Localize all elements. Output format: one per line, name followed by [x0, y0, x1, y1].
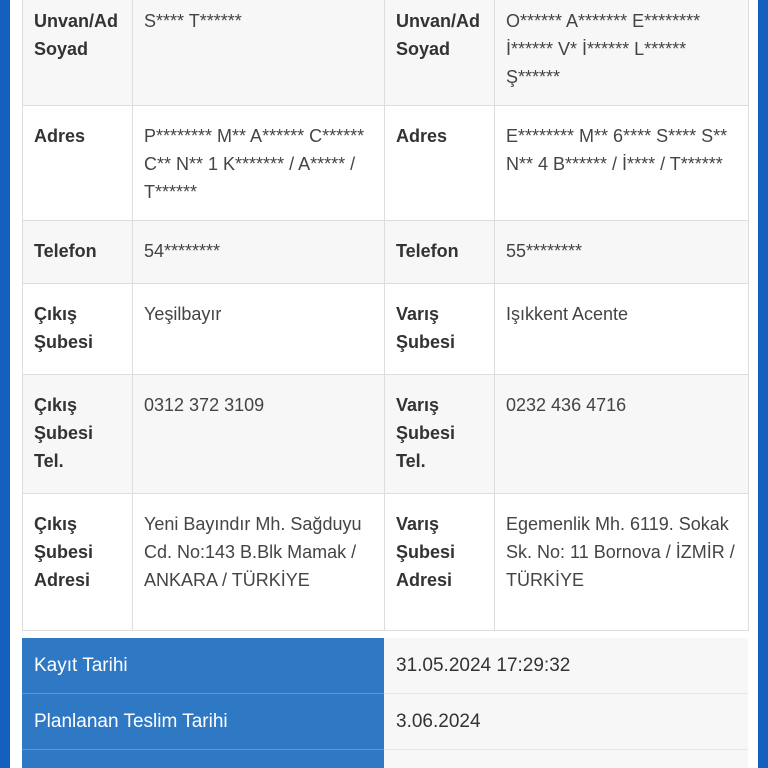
- arrival-branch-label: Varış Şubesi: [385, 284, 495, 375]
- table-row: [23, 494, 749, 631]
- receiver-address-value: E******** M** 6**** S**** S** N** 4 B****** / İ**** / T******: [495, 106, 749, 221]
- sender-name-label: Unvan/Ad Soyad: [23, 0, 133, 106]
- sender-address-value: P******** M** A****** C****** C** N** 1 K******* / A***** / T******: [133, 106, 385, 221]
- table-row: [22, 750, 748, 768]
- departure-branch-address-label: Çıkış Şubesi Adresi: [23, 494, 133, 631]
- table-row: [23, 0, 749, 106]
- table-row: [23, 284, 749, 375]
- table-row: [23, 221, 749, 284]
- departure-branch-address-value: Yeni Bayındır Mh. Sağduyu Cd. No:143 B.Blk Mamak / ANKARA / TÜRKİYE: [133, 494, 385, 631]
- sender-phone-label: Telefon: [23, 221, 133, 284]
- sender-name-value: S**** T******: [133, 0, 385, 106]
- departure-branch-value: Yeşilbayır: [133, 284, 385, 375]
- dates-table: [22, 638, 748, 768]
- sender-address-label: Adres: [23, 106, 133, 221]
- receiver-address-label: Adres: [385, 106, 495, 221]
- receiver-name-value: O****** A******* E******** İ****** V* İ****** L****** Ş******: [495, 0, 749, 106]
- arrival-branch-address-label: Varış Şubesi Adresi: [385, 494, 495, 631]
- planned-delivery-date-value: 3.06.2024: [384, 694, 748, 750]
- departure-branch-phone-label: Çıkış Şubesi Tel.: [23, 375, 133, 494]
- next-date-value: [384, 750, 748, 768]
- next-date-label: [22, 750, 384, 768]
- sender-phone-value: 54********: [133, 221, 385, 284]
- shipment-detail-page: [10, 0, 758, 768]
- receiver-name-label: Unvan/Ad Soyad: [385, 0, 495, 106]
- arrival-branch-value: Işıkkent Acente: [495, 284, 749, 375]
- table-row: [22, 638, 748, 694]
- departure-branch-label: Çıkış Şubesi: [23, 284, 133, 375]
- table-row: [23, 106, 749, 221]
- departure-branch-phone-value: 0312 372 3109: [133, 375, 385, 494]
- registration-date-value: 31.05.2024 17:29:32: [384, 638, 748, 694]
- receiver-phone-value: 55********: [495, 221, 749, 284]
- table-row: [22, 694, 748, 750]
- arrival-branch-address-value: Egemenlik Mh. 6119. Sokak Sk. No: 11 Bornova / İZMİR / TÜRKİYE: [495, 494, 749, 631]
- registration-date-label: Kayıt Tarihi: [22, 638, 384, 694]
- table-row: [23, 375, 749, 494]
- arrival-branch-phone-label: Varış Şubesi Tel.: [385, 375, 495, 494]
- sender-receiver-table: [22, 0, 749, 631]
- planned-delivery-date-label: Planlanan Teslim Tarihi: [22, 694, 384, 750]
- receiver-phone-label: Telefon: [385, 221, 495, 284]
- arrival-branch-phone-value: 0232 436 4716: [495, 375, 749, 494]
